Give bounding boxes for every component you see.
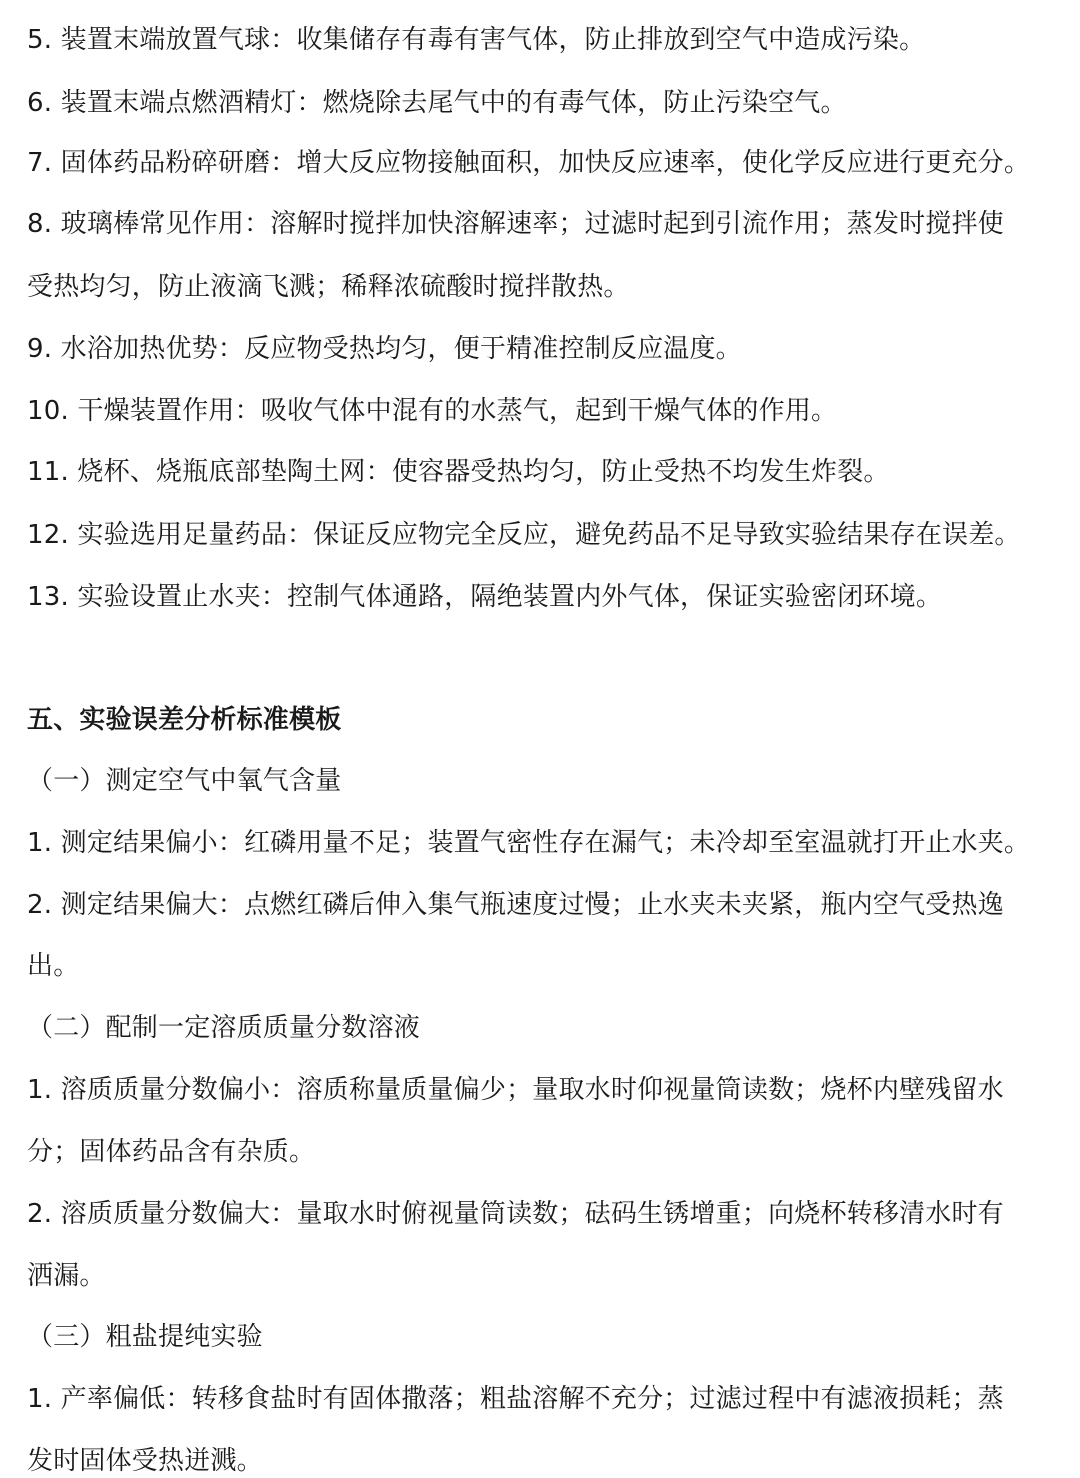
section-heading: 五、实验误差分析标准模板 [27, 705, 342, 735]
subsection-title-salt: （三）粗盐提纯实验 [27, 1322, 263, 1352]
list-item: 1. 产率偏低：转移食盐时有固体撒落；粗盐溶解不充分；过滤过程中有滤液损耗；蒸 [27, 1384, 1004, 1414]
list-item-8: 8. 玻璃棒常见作用：溶解时搅拌加快溶解速率；过滤时起到引流作用；蒸发时搅拌使 [27, 209, 1004, 239]
list-item: 2. 溶质质量分数偏大：量取水时俯视量筒读数；砝码生锈增重；向烧杯转移清水时有 [27, 1199, 1004, 1229]
list-item: 1. 溶质质量分数偏小：溶质称量质量偏少；量取水时仰视量筒读数；烧杯内壁残留水 [27, 1075, 1004, 1105]
list-item-13: 13. 实验设置止水夹：控制气体通路，隔绝装置内外气体，保证实验密闭环境。 [27, 582, 943, 612]
list-item-10: 10. 干燥装置作用：吸收气体中混有的水蒸气，起到干燥气体的作用。 [27, 396, 838, 426]
list-item-9: 9. 水浴加热优势：反应物受热均匀，便于精准控制反应温度。 [27, 334, 742, 364]
list-item: 2. 测定结果偏大：点燃红磷后伸入集气瓶速度过慢；止水夹未夹紧，瓶内空气受热逸 [27, 890, 1004, 920]
list-item-12: 12. 实验选用足量药品：保证反应物完全反应，避免药品不足导致实验结果存在误差。 [27, 520, 1021, 550]
list-item-continued: 出。 [27, 951, 80, 981]
subsection-title-oxygen: （一）测定空气中氧气含量 [27, 766, 342, 796]
list-item-5: 5. 装置末端放置气球：收集储存有毒有害气体，防止排放到空气中造成污染。 [27, 25, 926, 55]
list-item-7: 7. 固体药品粉碎研磨：增大反应物接触面积，加快反应速率，使化学反应进行更充分。 [27, 148, 1031, 178]
list-item-8-continued: 受热均匀，防止液滴飞溅；稀释浓硫酸时搅拌散热。 [27, 272, 630, 302]
list-item-6: 6. 装置末端点燃酒精灯：燃烧除去尾气中的有毒气体，防止污染空气。 [27, 88, 847, 118]
list-item: 1. 测定结果偏小：红磷用量不足；装置气密性存在漏气；未冷却至室温就打开止水夹。 [27, 828, 1031, 858]
list-item-continued: 发时固体受热迸溅。 [27, 1446, 263, 1476]
list-item-continued: 洒漏。 [27, 1261, 106, 1291]
list-item-11: 11. 烧杯、烧瓶底部垫陶土网：使容器受热均匀，防止受热不均发生炸裂。 [27, 457, 890, 487]
list-item-continued: 分；固体药品含有杂质。 [27, 1137, 316, 1167]
subsection-title-solution: （二）配制一定溶质质量分数溶液 [27, 1013, 421, 1043]
